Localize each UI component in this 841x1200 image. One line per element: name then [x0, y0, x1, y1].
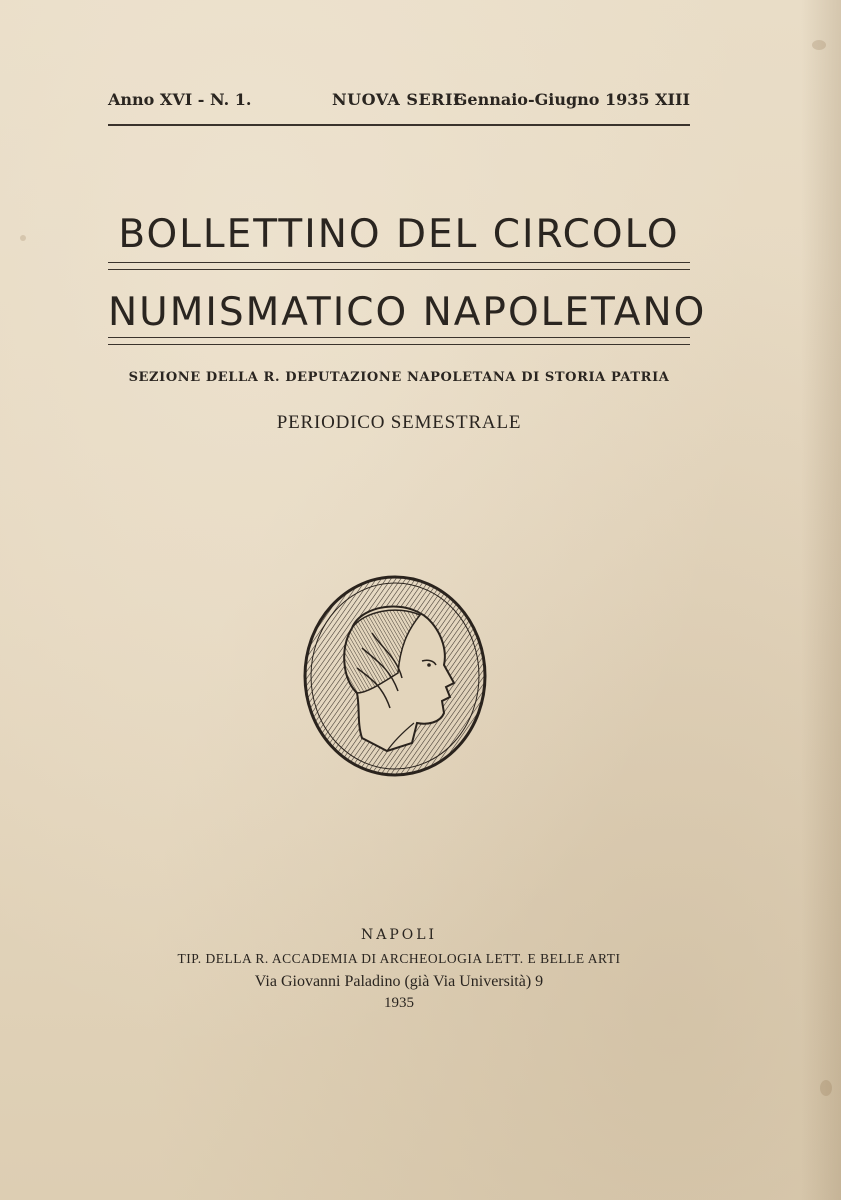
- issue-number: Anno XVI - N. 1.: [108, 90, 252, 109]
- issue-date: Gennaio-Giugno 1935 XIII: [453, 90, 690, 109]
- title-double-rule: [108, 262, 690, 270]
- coin-female-head-profile-icon: [302, 573, 488, 779]
- page-edge-shadow: [801, 0, 841, 1200]
- title-double-rule: [108, 337, 690, 345]
- publication-city: NAPOLI: [360, 927, 438, 943]
- issue-header: [108, 90, 690, 116]
- paper-stain: [20, 235, 26, 241]
- publication-year: 1935: [384, 995, 414, 1011]
- paper-stain: [812, 40, 826, 50]
- paper-stain: [820, 1080, 832, 1096]
- header-rule: [108, 124, 690, 126]
- printer-address: Via Giovanni Paladino (già Via Università) 9: [254, 973, 544, 990]
- journal-title-line1: BOLLETTINO DEL CIRCOLO: [118, 212, 680, 257]
- bleed-through-text: [112, 395, 692, 485]
- series-label: NUOVA SERIE: [332, 90, 466, 109]
- journal-title-line2: NUMISMATICO NAPOLETANO: [108, 290, 707, 335]
- printer-name: TIP. DELLA R. ACCADEMIA DI ARCHEOLOGIA LETT. E BELLE ARTI: [177, 951, 621, 966]
- section-subtitle: SEZIONE DELLA R. DEPUTAZIONE NAPOLETANA DI STORIA PATRIA: [128, 370, 670, 385]
- periodicity-subtitle: PERIODICO SEMESTRALE: [276, 412, 522, 433]
